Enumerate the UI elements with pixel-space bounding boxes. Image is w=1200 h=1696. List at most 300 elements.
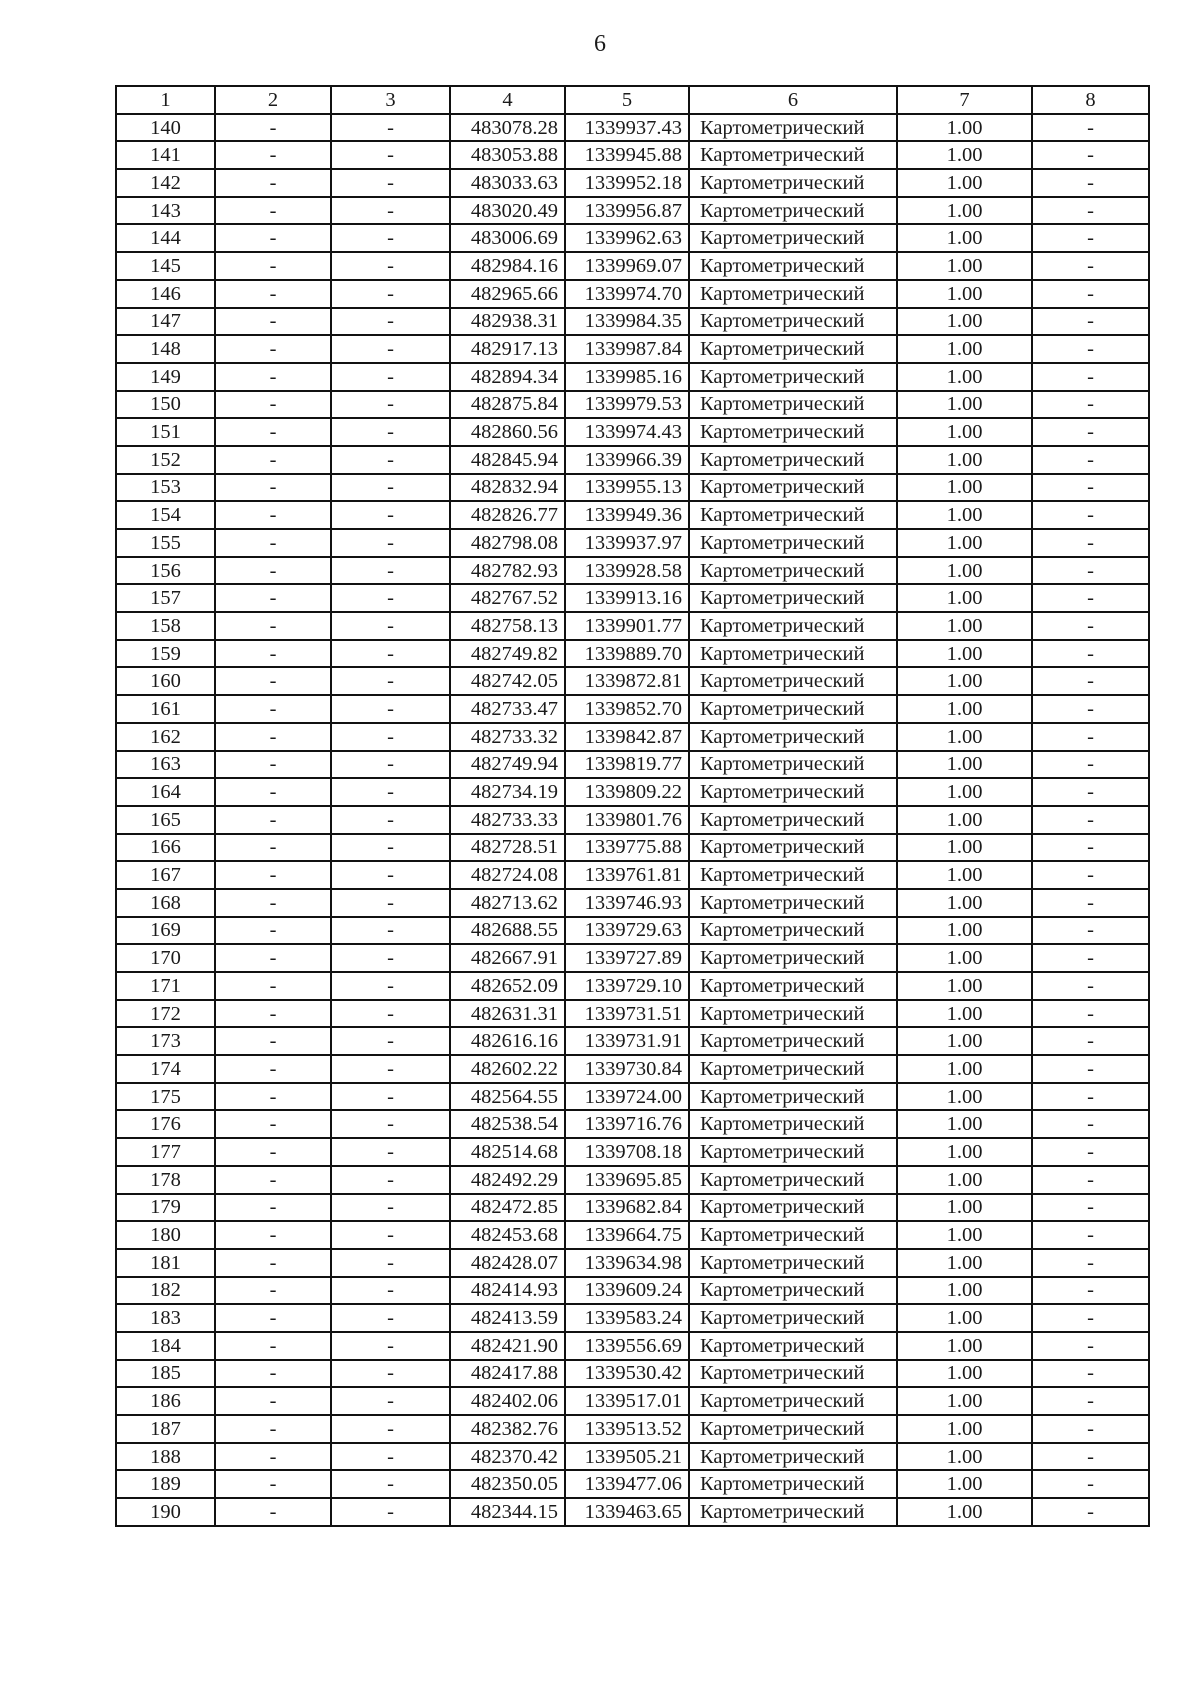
accuracy-cell: 1.00	[897, 1443, 1032, 1471]
point-number-cell: 144	[116, 224, 215, 252]
accuracy-cell: 1.00	[897, 474, 1032, 502]
accuracy-cell: 1.00	[897, 1027, 1032, 1055]
point-number-cell: 142	[116, 169, 215, 197]
accuracy-cell: 1.00	[897, 1000, 1032, 1028]
col8-cell: -	[1032, 418, 1149, 446]
table-row	[116, 1083, 1149, 1111]
col8-cell: -	[1032, 1332, 1149, 1360]
x-coordinate-cell: 482894.34	[450, 363, 565, 391]
col3-cell: -	[331, 418, 450, 446]
header-cell-5: 5	[565, 86, 689, 114]
y-coordinate-cell: 1339985.16	[565, 363, 689, 391]
table-row	[116, 667, 1149, 695]
y-coordinate-cell: 1339937.97	[565, 529, 689, 557]
col3-cell: -	[331, 1443, 450, 1471]
col2-cell: -	[215, 1277, 331, 1305]
accuracy-cell: 1.00	[897, 252, 1032, 280]
method-cell: Картометрический	[689, 778, 897, 806]
y-coordinate-cell: 1339974.43	[565, 418, 689, 446]
table-row	[116, 640, 1149, 668]
col2-cell: -	[215, 280, 331, 308]
method-cell: Картометрический	[689, 1277, 897, 1305]
col3-cell: -	[331, 1000, 450, 1028]
point-number-cell: 164	[116, 778, 215, 806]
col3-cell: -	[331, 1055, 450, 1083]
y-coordinate-cell: 1339889.70	[565, 640, 689, 668]
accuracy-cell: 1.00	[897, 446, 1032, 474]
accuracy-cell: 1.00	[897, 889, 1032, 917]
col8-cell: -	[1032, 806, 1149, 834]
col2-cell: -	[215, 1415, 331, 1443]
point-number-cell: 180	[116, 1221, 215, 1249]
table-row	[116, 1055, 1149, 1083]
point-number-cell: 170	[116, 944, 215, 972]
accuracy-cell: 1.00	[897, 1166, 1032, 1194]
accuracy-cell: 1.00	[897, 1360, 1032, 1388]
x-coordinate-cell: 483053.88	[450, 141, 565, 169]
accuracy-cell: 1.00	[897, 667, 1032, 695]
accuracy-cell: 1.00	[897, 1055, 1032, 1083]
col8-cell: -	[1032, 1277, 1149, 1305]
col8-cell: -	[1032, 667, 1149, 695]
table-row	[116, 917, 1149, 945]
col8-cell: -	[1032, 1249, 1149, 1277]
method-cell: Картометрический	[689, 972, 897, 1000]
col8-cell: -	[1032, 197, 1149, 225]
table-row	[116, 695, 1149, 723]
x-coordinate-cell: 482734.19	[450, 778, 565, 806]
accuracy-cell: 1.00	[897, 114, 1032, 142]
point-number-cell: 185	[116, 1360, 215, 1388]
table-row	[116, 474, 1149, 502]
point-number-cell: 162	[116, 723, 215, 751]
col2-cell: -	[215, 197, 331, 225]
page-number: 6	[594, 31, 606, 57]
x-coordinate-cell: 482667.91	[450, 944, 565, 972]
method-cell: Картометрический	[689, 834, 897, 862]
col2-cell: -	[215, 446, 331, 474]
method-cell: Картометрический	[689, 197, 897, 225]
point-number-cell: 156	[116, 557, 215, 585]
col2-cell: -	[215, 972, 331, 1000]
col8-cell: -	[1032, 944, 1149, 972]
method-cell: Картометрический	[689, 1332, 897, 1360]
col2-cell: -	[215, 1304, 331, 1332]
col2-cell: -	[215, 169, 331, 197]
table-row	[116, 1360, 1149, 1388]
table-row	[116, 529, 1149, 557]
header-cell-7: 7	[897, 86, 1032, 114]
accuracy-cell: 1.00	[897, 1221, 1032, 1249]
col3-cell: -	[331, 1360, 450, 1388]
accuracy-cell: 1.00	[897, 391, 1032, 419]
col3-cell: -	[331, 695, 450, 723]
col3-cell: -	[331, 557, 450, 585]
method-cell: Картометрический	[689, 1387, 897, 1415]
point-number-cell: 186	[116, 1387, 215, 1415]
point-number-cell: 172	[116, 1000, 215, 1028]
col3-cell: -	[331, 944, 450, 972]
col2-cell: -	[215, 667, 331, 695]
x-coordinate-cell: 482514.68	[450, 1138, 565, 1166]
table-header	[116, 86, 1149, 114]
point-number-cell: 176	[116, 1110, 215, 1138]
point-number-cell: 188	[116, 1443, 215, 1471]
point-number-cell: 154	[116, 501, 215, 529]
y-coordinate-cell: 1339731.91	[565, 1027, 689, 1055]
y-coordinate-cell: 1339724.00	[565, 1083, 689, 1111]
method-cell: Картометрический	[689, 612, 897, 640]
y-coordinate-cell: 1339956.87	[565, 197, 689, 225]
y-coordinate-cell: 1339962.63	[565, 224, 689, 252]
table-row	[116, 280, 1149, 308]
method-cell: Картометрический	[689, 1498, 897, 1526]
method-cell: Картометрический	[689, 1360, 897, 1388]
col3-cell: -	[331, 1332, 450, 1360]
x-coordinate-cell: 482938.31	[450, 308, 565, 336]
method-cell: Картометрический	[689, 391, 897, 419]
accuracy-cell: 1.00	[897, 723, 1032, 751]
col2-cell: -	[215, 917, 331, 945]
col8-cell: -	[1032, 778, 1149, 806]
col2-cell: -	[215, 501, 331, 529]
col2-cell: -	[215, 557, 331, 585]
col8-cell: -	[1032, 363, 1149, 391]
y-coordinate-cell: 1339842.87	[565, 723, 689, 751]
accuracy-cell: 1.00	[897, 806, 1032, 834]
method-cell: Картометрический	[689, 889, 897, 917]
method-cell: Картометрический	[689, 1138, 897, 1166]
point-number-cell: 190	[116, 1498, 215, 1526]
col3-cell: -	[331, 1387, 450, 1415]
col3-cell: -	[331, 667, 450, 695]
method-cell: Картометрический	[689, 169, 897, 197]
col8-cell: -	[1032, 917, 1149, 945]
table-body	[116, 114, 1149, 1526]
y-coordinate-cell: 1339730.84	[565, 1055, 689, 1083]
col3-cell: -	[331, 584, 450, 612]
accuracy-cell: 1.00	[897, 363, 1032, 391]
col3-cell: -	[331, 501, 450, 529]
table-row	[116, 612, 1149, 640]
table-row	[116, 557, 1149, 585]
y-coordinate-cell: 1339819.77	[565, 751, 689, 779]
point-number-cell: 145	[116, 252, 215, 280]
accuracy-cell: 1.00	[897, 335, 1032, 363]
col2-cell: -	[215, 1470, 331, 1498]
col8-cell: -	[1032, 1221, 1149, 1249]
col2-cell: -	[215, 1027, 331, 1055]
y-coordinate-cell: 1339984.35	[565, 308, 689, 336]
col3-cell: -	[331, 280, 450, 308]
col8-cell: -	[1032, 889, 1149, 917]
col3-cell: -	[331, 308, 450, 336]
point-number-cell: 161	[116, 695, 215, 723]
col3-cell: -	[331, 1083, 450, 1111]
y-coordinate-cell: 1339746.93	[565, 889, 689, 917]
y-coordinate-cell: 1339517.01	[565, 1387, 689, 1415]
accuracy-cell: 1.00	[897, 1332, 1032, 1360]
table-row	[116, 1470, 1149, 1498]
method-cell: Картометрический	[689, 114, 897, 142]
y-coordinate-cell: 1339872.81	[565, 667, 689, 695]
method-cell: Картометрический	[689, 1027, 897, 1055]
col8-cell: -	[1032, 1470, 1149, 1498]
col2-cell: -	[215, 861, 331, 889]
accuracy-cell: 1.00	[897, 197, 1032, 225]
col3-cell: -	[331, 612, 450, 640]
x-coordinate-cell: 482631.31	[450, 1000, 565, 1028]
table-row	[116, 889, 1149, 917]
col8-cell: -	[1032, 723, 1149, 751]
table-row	[116, 1277, 1149, 1305]
col2-cell: -	[215, 1110, 331, 1138]
col8-cell: -	[1032, 529, 1149, 557]
point-number-cell: 150	[116, 391, 215, 419]
method-cell: Картометрический	[689, 446, 897, 474]
y-coordinate-cell: 1339583.24	[565, 1304, 689, 1332]
x-coordinate-cell: 482652.09	[450, 972, 565, 1000]
accuracy-cell: 1.00	[897, 972, 1032, 1000]
table-row	[116, 169, 1149, 197]
col3-cell: -	[331, 474, 450, 502]
point-number-cell: 152	[116, 446, 215, 474]
y-coordinate-cell: 1339955.13	[565, 474, 689, 502]
method-cell: Картометрический	[689, 1194, 897, 1222]
accuracy-cell: 1.00	[897, 640, 1032, 668]
col3-cell: -	[331, 1138, 450, 1166]
x-coordinate-cell: 482616.16	[450, 1027, 565, 1055]
point-number-cell: 140	[116, 114, 215, 142]
y-coordinate-cell: 1339949.36	[565, 501, 689, 529]
table-row	[116, 335, 1149, 363]
table-row	[116, 391, 1149, 419]
col8-cell: -	[1032, 335, 1149, 363]
table-row	[116, 308, 1149, 336]
col8-cell: -	[1032, 1304, 1149, 1332]
method-cell: Картометрический	[689, 1470, 897, 1498]
col3-cell: -	[331, 1221, 450, 1249]
header-cell-1: 1	[116, 86, 215, 114]
col3-cell: -	[331, 1277, 450, 1305]
method-cell: Картометрический	[689, 363, 897, 391]
col8-cell: -	[1032, 224, 1149, 252]
y-coordinate-cell: 1339952.18	[565, 169, 689, 197]
accuracy-cell: 1.00	[897, 944, 1032, 972]
method-cell: Картометрический	[689, 806, 897, 834]
method-cell: Картометрический	[689, 224, 897, 252]
col3-cell: -	[331, 1415, 450, 1443]
accuracy-cell: 1.00	[897, 1249, 1032, 1277]
accuracy-cell: 1.00	[897, 834, 1032, 862]
col8-cell: -	[1032, 612, 1149, 640]
method-cell: Картометрический	[689, 529, 897, 557]
col8-cell: -	[1032, 1387, 1149, 1415]
x-coordinate-cell: 482782.93	[450, 557, 565, 585]
col3-cell: -	[331, 834, 450, 862]
table-row	[116, 584, 1149, 612]
method-cell: Картометрический	[689, 1249, 897, 1277]
point-number-cell: 153	[116, 474, 215, 502]
method-cell: Картометрический	[689, 252, 897, 280]
y-coordinate-cell: 1339987.84	[565, 335, 689, 363]
col3-cell: -	[331, 169, 450, 197]
point-number-cell: 151	[116, 418, 215, 446]
col2-cell: -	[215, 529, 331, 557]
col8-cell: -	[1032, 1000, 1149, 1028]
col3-cell: -	[331, 224, 450, 252]
accuracy-cell: 1.00	[897, 695, 1032, 723]
col8-cell: -	[1032, 141, 1149, 169]
y-coordinate-cell: 1339974.70	[565, 280, 689, 308]
col2-cell: -	[215, 640, 331, 668]
method-cell: Картометрический	[689, 1415, 897, 1443]
method-cell: Картометрический	[689, 1055, 897, 1083]
x-coordinate-cell: 483033.63	[450, 169, 565, 197]
col2-cell: -	[215, 1194, 331, 1222]
y-coordinate-cell: 1339530.42	[565, 1360, 689, 1388]
col8-cell: -	[1032, 861, 1149, 889]
col8-cell: -	[1032, 751, 1149, 779]
x-coordinate-cell: 482733.33	[450, 806, 565, 834]
accuracy-cell: 1.00	[897, 224, 1032, 252]
point-number-cell: 158	[116, 612, 215, 640]
method-cell: Картометрический	[689, 1110, 897, 1138]
point-number-cell: 159	[116, 640, 215, 668]
y-coordinate-cell: 1339731.51	[565, 1000, 689, 1028]
accuracy-cell: 1.00	[897, 1387, 1032, 1415]
x-coordinate-cell: 482742.05	[450, 667, 565, 695]
col2-cell: -	[215, 723, 331, 751]
point-number-cell: 146	[116, 280, 215, 308]
col8-cell: -	[1032, 640, 1149, 668]
x-coordinate-cell: 482688.55	[450, 917, 565, 945]
x-coordinate-cell: 482798.08	[450, 529, 565, 557]
header-cell-8: 8	[1032, 86, 1149, 114]
x-coordinate-cell: 482749.94	[450, 751, 565, 779]
col3-cell: -	[331, 972, 450, 1000]
col3-cell: -	[331, 778, 450, 806]
x-coordinate-cell: 482733.47	[450, 695, 565, 723]
col8-cell: -	[1032, 169, 1149, 197]
point-number-cell: 155	[116, 529, 215, 557]
col2-cell: -	[215, 1332, 331, 1360]
method-cell: Картометрический	[689, 917, 897, 945]
col3-cell: -	[331, 1166, 450, 1194]
col3-cell: -	[331, 252, 450, 280]
table-row	[116, 1194, 1149, 1222]
accuracy-cell: 1.00	[897, 1304, 1032, 1332]
col8-cell: -	[1032, 252, 1149, 280]
x-coordinate-cell: 483078.28	[450, 114, 565, 142]
table-row	[116, 1166, 1149, 1194]
accuracy-cell: 1.00	[897, 1277, 1032, 1305]
col3-cell: -	[331, 529, 450, 557]
method-cell: Картометрический	[689, 141, 897, 169]
y-coordinate-cell: 1339852.70	[565, 695, 689, 723]
y-coordinate-cell: 1339682.84	[565, 1194, 689, 1222]
point-number-cell: 160	[116, 667, 215, 695]
table-row	[116, 834, 1149, 862]
col3-cell: -	[331, 197, 450, 225]
col8-cell: -	[1032, 1166, 1149, 1194]
point-number-cell: 163	[116, 751, 215, 779]
y-coordinate-cell: 1339928.58	[565, 557, 689, 585]
header-cell-4: 4	[450, 86, 565, 114]
point-number-cell: 169	[116, 917, 215, 945]
table-row	[116, 114, 1149, 142]
y-coordinate-cell: 1339513.52	[565, 1415, 689, 1443]
table-row	[116, 778, 1149, 806]
point-number-cell: 184	[116, 1332, 215, 1360]
y-coordinate-cell: 1339966.39	[565, 446, 689, 474]
y-coordinate-cell: 1339913.16	[565, 584, 689, 612]
col2-cell: -	[215, 114, 331, 142]
col2-cell: -	[215, 335, 331, 363]
x-coordinate-cell: 482538.54	[450, 1110, 565, 1138]
header-cell-2: 2	[215, 86, 331, 114]
point-number-cell: 189	[116, 1470, 215, 1498]
point-number-cell: 168	[116, 889, 215, 917]
y-coordinate-cell: 1339729.63	[565, 917, 689, 945]
x-coordinate-cell: 482453.68	[450, 1221, 565, 1249]
col8-cell: -	[1032, 501, 1149, 529]
col8-cell: -	[1032, 584, 1149, 612]
x-coordinate-cell: 483006.69	[450, 224, 565, 252]
accuracy-cell: 1.00	[897, 418, 1032, 446]
col8-cell: -	[1032, 308, 1149, 336]
y-coordinate-cell: 1339664.75	[565, 1221, 689, 1249]
x-coordinate-cell: 482713.62	[450, 889, 565, 917]
accuracy-cell: 1.00	[897, 1498, 1032, 1526]
x-coordinate-cell: 482826.77	[450, 501, 565, 529]
table-row	[116, 1027, 1149, 1055]
col8-cell: -	[1032, 1027, 1149, 1055]
table-row	[116, 944, 1149, 972]
col3-cell: -	[331, 391, 450, 419]
x-coordinate-cell: 482602.22	[450, 1055, 565, 1083]
method-cell: Картометрический	[689, 1304, 897, 1332]
accuracy-cell: 1.00	[897, 1083, 1032, 1111]
x-coordinate-cell: 482860.56	[450, 418, 565, 446]
y-coordinate-cell: 1339695.85	[565, 1166, 689, 1194]
point-number-cell: 149	[116, 363, 215, 391]
table-row	[116, 1415, 1149, 1443]
x-coordinate-cell: 482344.15	[450, 1498, 565, 1526]
point-number-cell: 166	[116, 834, 215, 862]
col2-cell: -	[215, 308, 331, 336]
point-number-cell: 181	[116, 1249, 215, 1277]
y-coordinate-cell: 1339969.07	[565, 252, 689, 280]
col8-cell: -	[1032, 114, 1149, 142]
x-coordinate-cell: 482724.08	[450, 861, 565, 889]
method-cell: Картометрический	[689, 474, 897, 502]
coordinates-table	[115, 85, 1150, 1527]
col3-cell: -	[331, 363, 450, 391]
x-coordinate-cell: 482382.76	[450, 1415, 565, 1443]
col3-cell: -	[331, 335, 450, 363]
y-coordinate-cell: 1339477.06	[565, 1470, 689, 1498]
col8-cell: -	[1032, 446, 1149, 474]
y-coordinate-cell: 1339945.88	[565, 141, 689, 169]
col2-cell: -	[215, 944, 331, 972]
col3-cell: -	[331, 1027, 450, 1055]
x-coordinate-cell: 482414.93	[450, 1277, 565, 1305]
y-coordinate-cell: 1339775.88	[565, 834, 689, 862]
col3-cell: -	[331, 1194, 450, 1222]
x-coordinate-cell: 482417.88	[450, 1360, 565, 1388]
accuracy-cell: 1.00	[897, 1194, 1032, 1222]
